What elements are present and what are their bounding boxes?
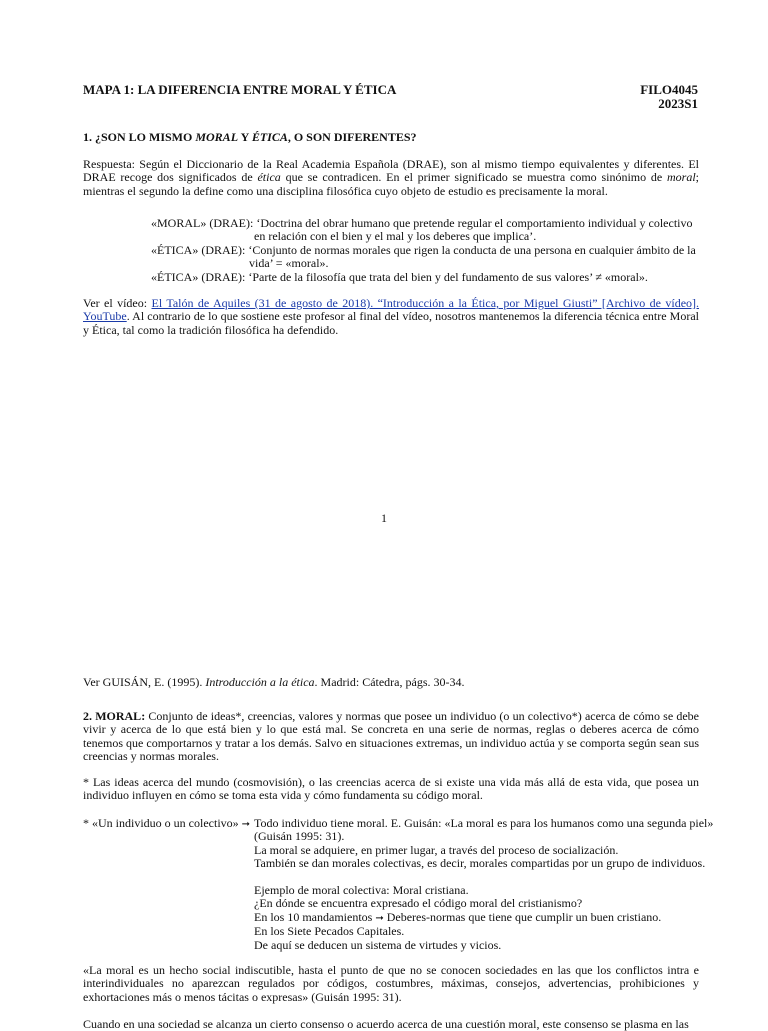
definition-label: «MORAL» (DRAE): [151,216,257,230]
course-code-block [640,83,698,111]
section1-number: 1. [83,130,95,144]
example-line: Ejemplo de moral colectiva: Moral cristiana. [254,883,469,898]
reference-text: Ver GUISÁN, E. (1995). [83,675,206,689]
video-paragraph [83,297,699,337]
video-link[interactable]: El Talón de Aquiles (31 de agosto de 2018). “Introducción a la Ética, por Miguel Giusti” [Archivo de vídeo]. YouTube [83,296,700,324]
definition-text: ‘Parte de la filosofía que trata del bien y del fundamento de sus valores’ ≠ «moral». [248,270,648,284]
definition-text: ‘Doctrina del obrar humano que pretende regular el comportamiento individual y colectivo en relación con el bien y el mal y los deberes que implica’. [254,216,693,244]
moral-definition-paragraph [83,710,699,764]
last-line: Cuando en una sociedad se alcanza un cierto consenso o acuerdo acerca de una cuestión moral, este consenso se plasma en las [83,1017,689,1031]
note-individual-content [254,817,714,952]
answer-text: ; mientras el segundo la define como una disciplina filosófica cuyo objeto de estudio es precisamente la moral. [83,170,699,198]
section1-question-part: , O SON DIFERENTES? [287,130,417,144]
page-number: 1 [381,511,387,525]
section1-heading [83,131,699,144]
reference-line [83,676,699,689]
note-line: La moral se adquiere, en primer lugar, a través del proceso de socialización. [254,842,619,857]
example-text: En los 10 mandamientos [254,909,373,924]
moral-body: Conjunto de ideas*, creencias, valores y normas que posee un individuo (o un colectivo*) acerca de cómo se debe vivir y acerca de lo que está bien y lo que está mal. Se concreta en una serie de normas, reglas o deberes acerca de cómo tenemos que comportarnos y tratar a los demás. Salvo en situaciones extremas, un individuo actúa y se comporta según sean sus creencias y normas morales. [83,709,699,764]
example-text: Deberes-normas que tiene que cumplir un buen cristiano. [386,909,662,924]
example-line: En los Siete Pecados Capitales. [254,924,405,939]
guisan-quote: «La moral es un hecho social indiscutible, hasta el punto de que no se conocen sociedades en las que los conflictos intra e interindividuales no aparezcan regulados por códigos, costumbres, máximas, consejos, advertencias, prohibiciones y exhortaciones más o menos tácitas o expresas» (Guisán 1995: 31). [83,963,699,1004]
answer-italic: ética [257,170,281,185]
course-term: 2023S1 [658,96,698,111]
note-line: También se dan morales colectivas, es decir, morales compartidas por un grupo de individuos. [254,856,706,871]
example-line: De aquí se deducen un sistema de virtudes y vicios. [254,937,502,952]
right-arrow-icon: ➞ [241,819,251,830]
note-label-text: * «Un individuo o un colectivo» [83,816,239,830]
note-cosmovision: * Las ideas acerca del mundo (cosmovisión), o las creencias acerca de si existe una vida más allá de esta vida, que posea un individuo influyen en cómo se toma esta vida y cómo fundamenta su código moral. [83,775,699,803]
definition-label: «ÉTICA» (DRAE): [151,243,249,257]
reference-text: . Madrid: Cátedra, págs. 30-34. [314,675,465,689]
section1-question-part: ¿SON LO MISMO [95,130,196,144]
definition-etica-2 [151,271,699,284]
example-line [254,911,714,925]
video-text: . Al contrario de lo que sostiene este profesor al final del vídeo, nosotros mantenemos la diferencia técnica entre Moral y Ética, tal como la tradición filosófica ha defendido. [83,309,699,337]
section1-question-etica: ÉTICA [251,130,288,144]
right-arrow-icon: ➞ [375,912,384,924]
definition-text: ‘Conjunto de normas morales que rigen la conducta de una persona en cualquier ámbito de la vida’ = «moral». [248,243,696,271]
definition-label: «ÉTICA» (DRAE): [151,270,249,284]
course-code: FILO4045 [640,82,698,97]
note-individual-label [83,817,253,831]
example-line: ¿En dónde se encuentra expresado el código moral del cristianismo? [254,896,583,911]
reference-title: Introducción a la ética [205,675,315,689]
section1-question-part: Y [238,130,252,144]
definition-etica-1 [151,244,699,271]
answer-italic: moral [666,170,696,185]
answer-paragraph [83,158,699,198]
video-prefix: Ver el vídeo: [83,296,152,310]
answer-text: Respuesta: Según el Diccionario de la Real Academia Española (DRAE), son al mismo tiempo equivalentes y diferentes. El DRAE recoge dos significados de [83,157,699,185]
definition-moral [151,217,699,244]
section1-question-moral: MORAL [195,130,239,144]
moral-heading: 2. MORAL: [83,709,146,723]
note-line: Todo individuo tiene moral. E. Guisán: «La moral es para los humanos como una segunda piel» (Guisán 1995: 31). [254,816,714,844]
document-title: MAPA 1: LA DIFERENCIA ENTRE MORAL Y ÉTICA [83,82,397,97]
answer-text: que se contradicen. En el primer significado se muestra como sinónimo de [280,170,667,185]
